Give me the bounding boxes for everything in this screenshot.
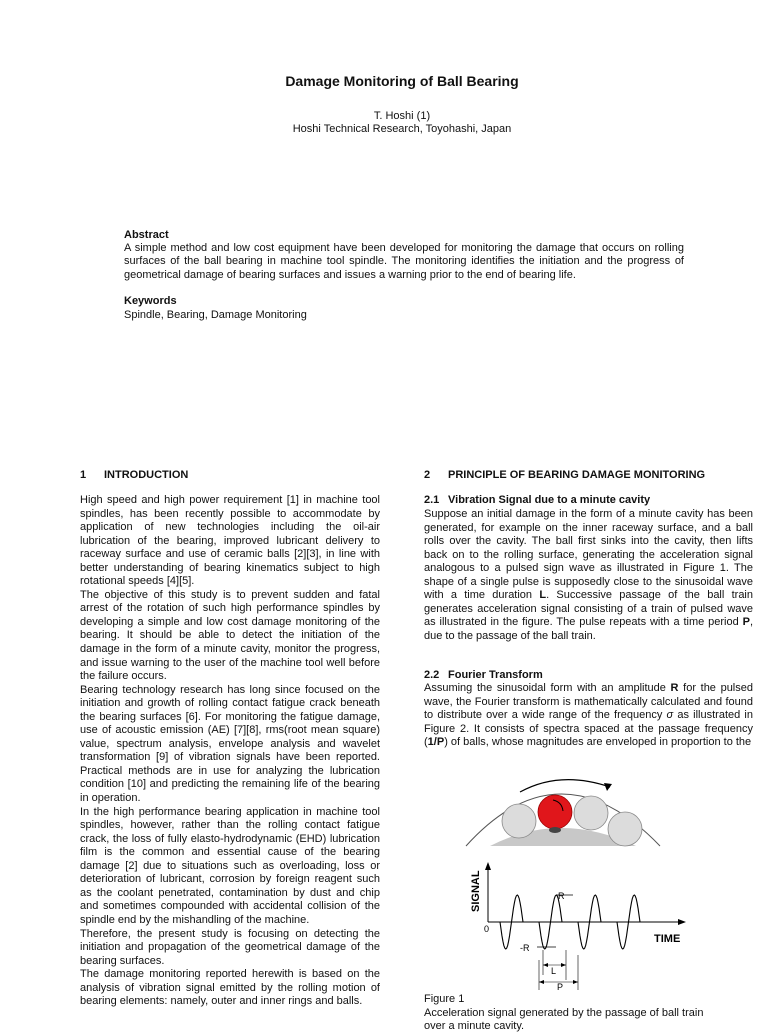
neg-r-label: -R — [520, 943, 530, 953]
subsection-2-2-heading — [424, 669, 543, 681]
paragraph: High speed and high power requirement [1] in machine tool spindles, has been recently possible to accommodate by application of new technologies including the oil-air lubrication of the bearing, improved lubricant delivery to raceway surface and use of ceramic balls [2][3], in line with better understanding of bearing kinematics subject to high rotational speeds [4][5]. — [80, 494, 380, 588]
cavity — [549, 827, 561, 833]
affiliation: Hoshi Technical Research, Toyohashi, Japan — [292, 123, 512, 135]
ball — [502, 804, 536, 838]
section-1-heading — [80, 469, 188, 481]
p-label: P — [557, 982, 564, 992]
section-number: 2 — [424, 469, 431, 481]
y-axis-arrow — [485, 862, 491, 870]
rotation-arrow — [520, 780, 610, 792]
paragraph: The damage monitoring reported herewith is based on the analysis of vibration signal emitted by the rolling motion of bearing elements: namely, outer and inner rings and balls. — [80, 968, 380, 1008]
ball — [574, 796, 608, 830]
paragraph: Therefore, the present study is focusing on detecting the initiation and propagation of the geometrical damage of the bearing surfaces. — [80, 927, 380, 967]
figure-1-caption — [424, 993, 768, 1034]
subsection-2-1-body — [424, 508, 753, 643]
section-title: PRINCIPLE OF BEARING DAMAGE MONITORING — [448, 469, 706, 481]
paragraph: Assuming the sinusoidal form with an amplitude R for the pulsed wave, the Fourier transform is mathematically calculated and found to distribute over a wide range of the frequency σ as illustrated in Figure 2. It consists of spectra spaced at the passage frequency (1/P) of balls, whose magnitudes are enveloped in proportion to the — [424, 682, 753, 749]
l-label: L — [551, 966, 557, 976]
y-axis-label: SIGNAL — [470, 870, 482, 912]
keywords-text: Spindle, Bearing, Damage Monitoring — [124, 309, 307, 321]
paragraph: Suppose an initial damage in the form of a minute cavity has been generated, for example on the inner raceway surface, and a ball rolls over the cavity. The ball first sinks into the cavity, then lifts back on to the rolling surface, generating the acceleration signal analogous to a pulsed sign wave as illustrated in Figure 1. The shape of a single pulse is supposedly close to the sinusoidal wave with a time duration L. Successive passage of the ball train generates acceleration signal consisting of a train of pulsed wave as illustrated in the figure. The pulse repeats with a time period P, due to the passage of the ball train. — [424, 508, 753, 642]
author: T. Hoshi (1) — [373, 110, 431, 122]
section-2-heading — [424, 469, 705, 481]
paragraph: Bearing technology research has long since focused on the initiation and growth of rolling contact fatigue crack beneath the bearing surfaces [6]. For monitoring the fatigue damage, use of acoustic emission (AE) [7][8], rms(root mean square) value, spectrum analysis, envelope analysis and wavelet transformation [9] of vibration signals have been reported. Practical methods are in use for analyzing the lubrication condition [10] and predicting the remaining life of the bearing in operation. — [80, 683, 380, 805]
section-number: 1 — [80, 469, 87, 481]
signal-chart — [470, 862, 686, 992]
subsection-title: Vibration Signal due to a minute cavity — [448, 494, 651, 506]
origin-label: 0 — [484, 924, 490, 934]
x-axis-label: TIME — [654, 933, 681, 945]
figure-1-diagram — [420, 770, 710, 992]
abstract-text: A simple method and low cost equipment have been developed for monitoring the damage that occurs on rolling surfaces of the ball bearing in machine tool spindle. The monitoring identifies the initiation and the progress of geometrical damage of bearing surfaces and issues a warning prior to the end of bearing life. — [124, 242, 684, 281]
subsection-number: 2.1 — [424, 494, 440, 506]
keywords-heading: Keywords — [124, 295, 177, 307]
ball — [608, 812, 642, 846]
paragraph: The objective of this study is to prevent sudden and fatal arrest of the rotation of such high performance spindles by developing a simple and low cost damage monitoring of the bearing. It should be able to detect the initiation of the damage in the form of a minute cavity, monitor the progress, and issue warning to the user of the machine tool well before the failure occurs. — [80, 588, 380, 683]
bearing-illustration — [466, 780, 660, 846]
x-axis-arrow — [678, 919, 686, 925]
subsection-2-1-heading — [424, 494, 650, 506]
arrow-head — [604, 783, 612, 791]
subsection-number: 2.2 — [424, 669, 440, 681]
figure-label: Figure 1 — [424, 993, 465, 1005]
subsection-title: Fourier Transform — [448, 669, 543, 681]
subsection-2-2-body — [424, 682, 753, 750]
paper-title: Damage Monitoring of Ball Bearing — [285, 73, 519, 89]
introduction-body — [80, 494, 380, 1009]
paragraph: In the high performance bearing application in machine tool spindles, however, rather than the rolling contact fatigue crack, the loss of fully elasto-hydrodynamic (EHD) lubrication film is the common and essential cause of the bearing damage [2] due to situations such as overloading, loss or deterioration of lubricant, corrosion by foreign reagent such as the coolant penetrated, contamination by dust and chip and sometimes compounded with accidental collision of the spindle end by the mishandling of the machine. — [80, 805, 380, 926]
abstract-heading: Abstract — [124, 229, 169, 241]
r-label: R — [558, 891, 565, 901]
section-title: INTRODUCTION — [104, 469, 189, 481]
caption-text: Acceleration signal generated by the passage of ball train over a minute cavity. — [424, 1006, 704, 1032]
